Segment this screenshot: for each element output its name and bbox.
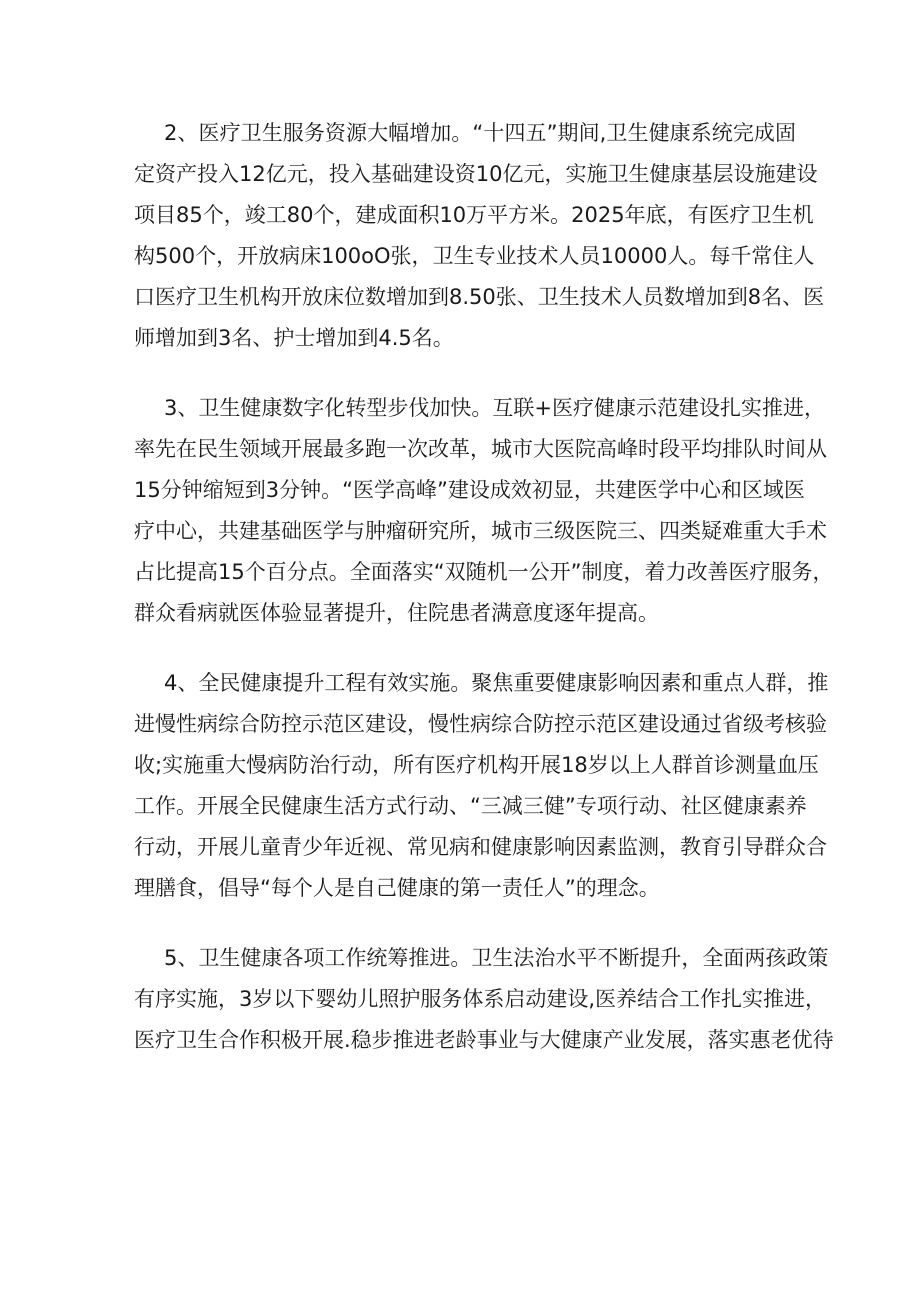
text-line: 口医疗卫生机构开放床位数增加到8.50张、卫生技术人员数增加到8名、医 — [134, 285, 825, 309]
text-line: 5、卫生健康各项工作统筹推进。卫生法治水平不断提升，全面两孩政策 — [164, 946, 829, 970]
text-line: 占比提高15个百分点。全面落实“双随机一公开”制度，着力改善医疗服务， — [134, 560, 834, 584]
text-line: 构500个，开放病床100oO张，卫生专业技术人员10000人。每千常住人 — [134, 244, 815, 268]
text-line: 有序实施，3岁以下婴幼儿照护服务体系启动建设,医养结合工作扎实推进， — [134, 987, 827, 1011]
text-line: 医疗卫生合作积极开展.稳步推进老龄事业与大健康产业发展，落实惠老优待 — [134, 1028, 834, 1052]
text-line: 进慢性病综合防控示范区建设，慢性病综合防控示范区建设通过省级考核验 — [134, 712, 827, 736]
text-line: 收;实施重大慢病防治行动，所有医疗机构开展18岁以上人群首诊测量血压 — [134, 753, 819, 777]
text-line: 工作。开展全民健康生活方式行动、“三减三健”专项行动、社区健康素养 — [134, 794, 807, 818]
text-line: 率先在民生领域开展最多跑一次改革，城市大医院高峰时段平均排队时间从 — [134, 437, 827, 461]
text-line: 3、卫生健康数字化转型步伐加快。互联+医疗健康示范建设扎实推进， — [164, 396, 825, 420]
text-line: 群众看病就医体验显著提升，住院患者满意度逐年提高。 — [134, 601, 659, 625]
text-line: 4、全民健康提升工程有效实施。聚焦重要健康影响因素和重点人群，推 — [164, 671, 829, 695]
text-line: 项目85个，竣工80个，建成面积10万平方米。2025年底，有医疗卫生机 — [134, 203, 814, 227]
document-body — [134, 113, 834, 1090]
text-line: 疗中心，共建基础医学与肿瘤研究所，城市三级医院三、四类疑难重大手术 — [134, 519, 827, 543]
text-line: 行动，开展儿童青少年近视、常见病和健康影响因素监测，教育引导群众合 — [134, 835, 827, 859]
text-line: 定资产投入12亿元，投入基础建设资10亿元，实施卫生健康基层设施建设 — [134, 162, 818, 186]
text-line: 理膳食，倡导“每个人是自己健康的第一责任人”的理念。 — [134, 876, 660, 900]
paragraph-item-2 — [134, 113, 825, 359]
paragraph-item-4 — [134, 663, 829, 909]
paragraph-item-3 — [134, 388, 834, 634]
paragraph-item-5 — [134, 938, 834, 1061]
text-line: 15分钟缩短到3分钟。“医学高峰”建设成效初显，共建医学中心和区域医 — [134, 478, 805, 502]
text-line: 师增加到3名、护士增加到4.5名。 — [134, 326, 454, 350]
text-line: 2、医疗卫生服务资源大幅增加。“十四五”期间,卫生健康系统完成固 — [164, 121, 796, 145]
